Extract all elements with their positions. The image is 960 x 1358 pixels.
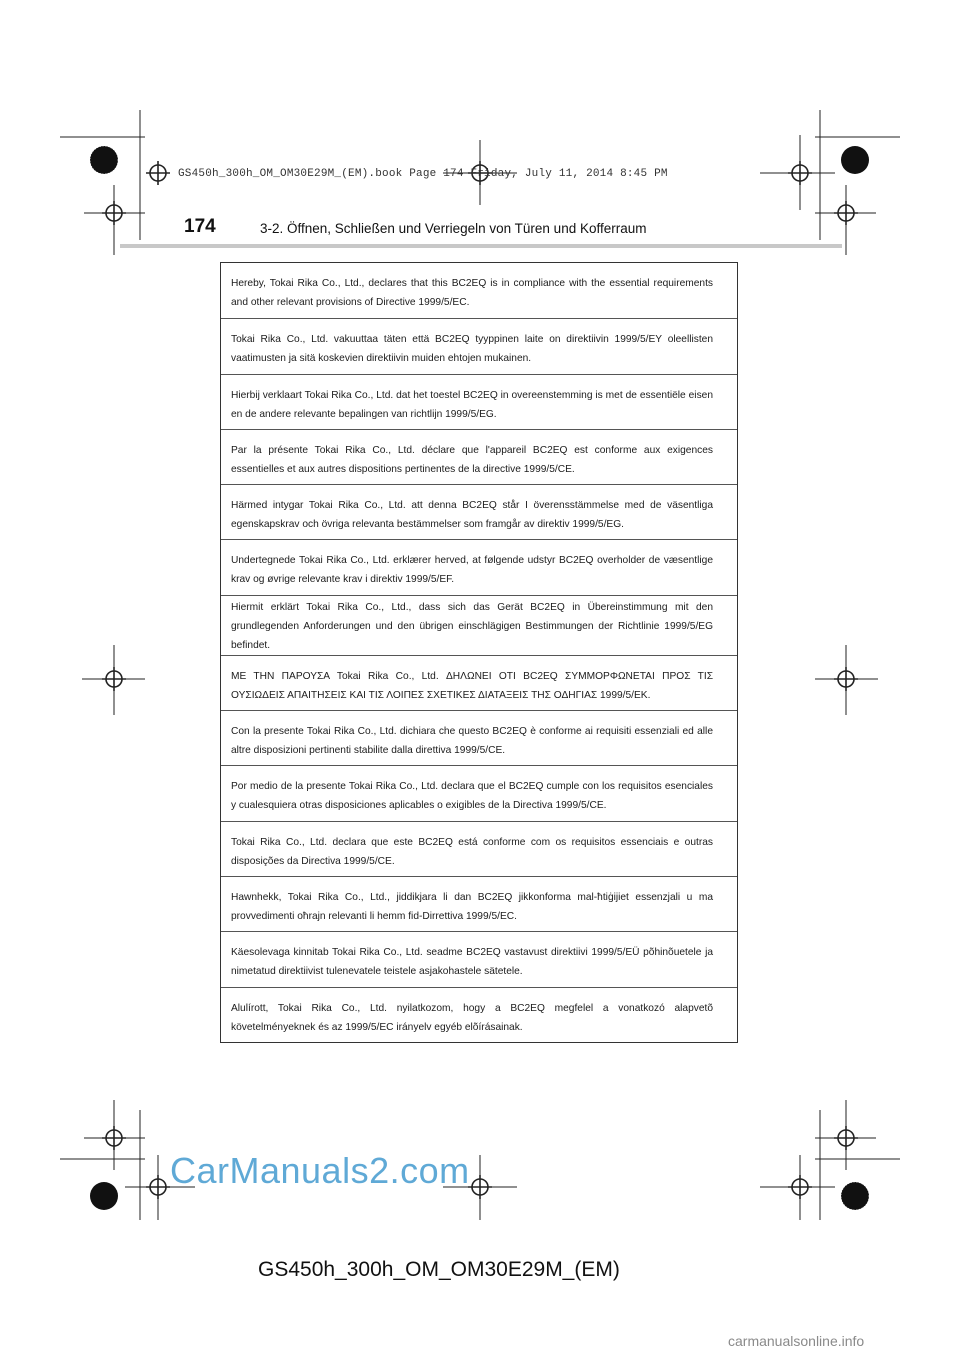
declaration-el: ΜΕ ΤΗΝ ΠΑΡΟΥΣΑ Tokai Rika Co., Ltd. ΔΗΛΩΝΕΙ ΟΤΙ BC2EQ ΣΥΜΜΟΡΦΩΝΕΤΑΙ ΠΡΟΣ ΤΙΣ ΟΥΣΙΩΔΕΙΣ ΑΠΑΙΤΗΣΕΙΣ ΚΑΙ ΤΙΣ ΛΟΙΠΕΣ ΣΧΕΤΙΚΕΣ ΔΙΑΤΑΞΕΙΣ ΤΗΣ ΟΔΗΓΙΑΣ 1999/5/ΕΚ.: [221, 655, 737, 710]
declaration-fi: Tokai Rika Co., Ltd. vakuuttaa täten että BC2EQ tyyppinen laite on direktiivin 1999/5/EY oleellisten vaatimusten ja sitä koskevien direktiivin muiden ehtojen mukainen.: [221, 318, 737, 373]
declaration-pt: Tokai Rika Co., Ltd. declara que este BC2EQ está conforme com os requisitos essenciais e outras disposições da Directiva 1999/5/CE.: [221, 821, 737, 876]
declaration-hu: Alulírott, Tokai Rika Co., Ltd. nyilatkozom, hogy a BC2EQ megfelel a vonatkozó alapvetõ követelményeknek és az 1999/5/EC irányelv egyéb elõírásainak.: [221, 987, 737, 1042]
declaration-it: Con la presente Tokai Rika Co., Ltd. dichiara che questo BC2EQ è conforme ai requisiti essenziali ed alle altre disposizioni pertinenti stabilite dalla direttiva 1999/5/CE.: [221, 710, 737, 765]
declaration-da: Undertegnede Tokai Rika Co., Ltd. erklærer herved, at følgende udstyr BC2EQ overholder de væsentlige krav og øvrige relevante krav i direktiv 1999/5/EF.: [221, 539, 737, 594]
declaration-nl: Hierbij verklaart Tokai Rika Co., Ltd. dat het toestel BC2EQ in overeenstemming is met de essentiële eisen en de andere relevante bepalingen van richtlijn 1999/5/EG.: [221, 374, 737, 429]
declaration-en: Hereby, Tokai Rika Co., Ltd., declares that this BC2EQ is in compliance with the essential requirements and other relevant provisions of Directive 1999/5/EC.: [231, 278, 713, 308]
declaration-mt: Hawnhekk, Tokai Rika Co., Ltd., jiddikjara li dan BC2EQ jikkonforma mal-ħtiġijiet essenzjali u ma provvedimenti oħrajn relevanti li hemm fid-Dirrettiva 1999/5/EC.: [221, 876, 737, 931]
footer-site-watermark: carmanualsonline.info: [728, 1333, 865, 1349]
watermark-logo: CarManuals2.com: [170, 1150, 470, 1191]
declaration-sv: Härmed intygar Tokai Rika Co., Ltd. att denna BC2EQ står I överensstämmelse med de väsentliga egenskapskrav och övriga relevanta bestämmelser som framgår av direktiv 1999/5/EG.: [221, 484, 737, 539]
footer-manual-code: GS450h_300h_OM_OM30E29M_(EM): [258, 1258, 620, 1281]
section-title: 3-2. Öffnen, Schließen und Verriegeln von Türen und Kofferraum: [260, 221, 647, 236]
page-number: 174: [184, 216, 216, 237]
declaration-fr: Par la présente Tokai Rika Co., Ltd. déclare que l'appareil BC2EQ est conforme aux exigences essentielles et aux autres dispositions pertinentes de la directive 1999/5/CE.: [221, 429, 737, 484]
declarations-table: [220, 262, 738, 1043]
declaration-de: Hiermit erklärt Tokai Rika Co., Ltd., dass sich das Gerät BC2EQ in Übereinstimmung mit den grundlegenden Anforderungen und den übrigen einschlägigen Bestimmungen der Richtlinie 1999/5/EG befindet.: [221, 595, 737, 655]
book-info-line: GS450h_300h_OM_OM30E29M_(EM).book Page 174 Friday, July 11, 2014 8:45 PM: [178, 168, 668, 180]
header-rule: [120, 244, 842, 248]
declaration-et: Käesolevaga kinnitab Tokai Rika Co., Ltd. seadme BC2EQ vastavust direktiivi 1999/5/EÜ põhinõuetele ja nimetatud direktiivist tulenevatele teistele asjakohastele sätetele.: [221, 931, 737, 986]
declaration-es: Por medio de la presente Tokai Rika Co., Ltd. declara que el BC2EQ cumple con los requisitos esenciales y cualesquiera otras disposiciones aplicables o exigibles de la Directiva 1999/5/CE.: [221, 765, 737, 820]
